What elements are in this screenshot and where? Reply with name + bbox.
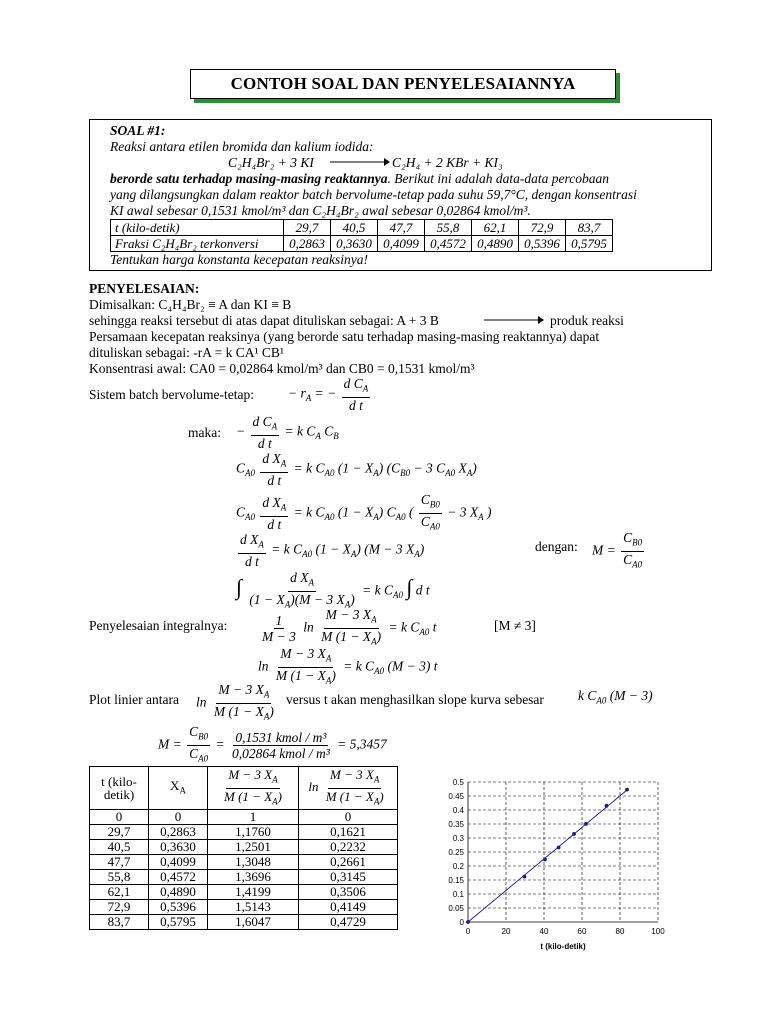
table-cell: 1,1760 bbox=[208, 825, 299, 840]
table-cell: 0,4099 bbox=[149, 855, 208, 870]
x-axis-label: t (kilo-detik) bbox=[540, 942, 586, 951]
m-calculation: M = $\frac{C_{B0}}{C_{A0}}$ = $\frac{\text{0,1531 kmol / m³}}{\text{0,02864 kmol / m³}}$ = 5,3457 bbox=[158, 724, 387, 764]
y-tick-label: 0.45 bbox=[448, 792, 464, 801]
table-cell: 0,5396 bbox=[149, 900, 208, 915]
table-header-row bbox=[90, 767, 398, 810]
table-cell: 0,5396 bbox=[519, 236, 566, 252]
table-row bbox=[111, 236, 613, 252]
results-table bbox=[89, 766, 398, 930]
reaction-left: C₂H₄Br₂ + 3 KI bbox=[228, 155, 314, 170]
table-cell: 1,6047 bbox=[208, 915, 299, 930]
data-point bbox=[523, 875, 527, 879]
table-cell: 0,4149 bbox=[299, 900, 398, 915]
solution-line-2-right: produk reaksi bbox=[550, 313, 624, 328]
problem-line-3: berorde satu terhadap masing-masing reaktannya. Berikut ini adalah data-data percobaan bbox=[110, 171, 610, 186]
table-cell: 83,7 bbox=[566, 220, 613, 236]
table-cell: Fraksi C₂H₄Br₂ terkonversi bbox=[111, 236, 284, 252]
table-cell: 0,2661 bbox=[299, 855, 398, 870]
problem-data-table bbox=[110, 219, 613, 252]
table-cell: 0,2863 bbox=[149, 825, 208, 840]
table-cell: 0,4890 bbox=[472, 236, 519, 252]
table-cell: t (kilo-detik) bbox=[111, 220, 284, 236]
table-cell: 62,1 bbox=[90, 885, 149, 900]
y-tick-label: 0 bbox=[459, 918, 464, 927]
table-cell: 0 bbox=[90, 810, 149, 825]
table-cell: 0,3506 bbox=[299, 885, 398, 900]
table-cell: 0,4099 bbox=[378, 236, 425, 252]
table-cell: 0,3145 bbox=[299, 870, 398, 885]
table-cell: 0,5795 bbox=[566, 236, 613, 252]
table-cell: 1 bbox=[208, 810, 299, 825]
plot-text-left: Plot linier antara bbox=[89, 692, 179, 707]
x-tick-label: 60 bbox=[577, 927, 587, 936]
x-tick-label: 20 bbox=[501, 927, 511, 936]
problem-heading: SOAL #1: bbox=[110, 123, 166, 138]
problem-question: Tentukan harga konstanta kecepatan reaksinya! bbox=[110, 252, 368, 267]
table-cell: 0,4890 bbox=[149, 885, 208, 900]
table-row bbox=[90, 870, 398, 885]
table-cell: 1,2501 bbox=[208, 840, 299, 855]
y-tick-label: 0.25 bbox=[448, 848, 464, 857]
table-cell: 72,9 bbox=[519, 220, 566, 236]
integral-solution: $\frac{1}{M - 3}$ ln $\frac{M - 3 X_A}{M (1 - X_A)}$ = k $C_{A0}$ t bbox=[262, 607, 437, 647]
table-cell: 0 bbox=[149, 810, 208, 825]
table-cell: 1,3048 bbox=[208, 855, 299, 870]
problem-line-1: Reaksi antara etilen bromida dan kalium iodida: bbox=[110, 139, 374, 154]
table-cell: 0,4729 bbox=[299, 915, 398, 930]
table-cell: 1,4199 bbox=[208, 885, 299, 900]
x-tick-label: 0 bbox=[465, 927, 471, 936]
rate-equation: − $r_A$ = − $\frac{d C_A}{\text{d t}}$ bbox=[288, 376, 369, 413]
header-ratio: $\frac{M - 3 X_A}{M (1 - X_A)}$ bbox=[208, 767, 299, 810]
table-row bbox=[90, 900, 398, 915]
solution-line-2: sehingga reaksi tersebut di atas dapat dituliskan sebagai: A + 3 B bbox=[89, 313, 439, 328]
trend-line bbox=[468, 790, 627, 922]
data-point bbox=[584, 822, 588, 826]
x-tick-label: 100 bbox=[651, 927, 665, 936]
table-cell: 1,5143 bbox=[208, 900, 299, 915]
data-point bbox=[625, 788, 629, 792]
table-cell: 0,3630 bbox=[331, 236, 378, 252]
solution-line-3: Persamaan kecepatan reaksinya (yang berorde satu terhadap masing-masing reaktannya) dapat bbox=[89, 329, 600, 344]
table-cell: 0,4572 bbox=[149, 870, 208, 885]
data-point bbox=[605, 804, 609, 808]
reaction-arrow-icon bbox=[484, 314, 544, 326]
plot-expression: ln $\frac{M - 3 X_A}{M (1 - X_A)}$ bbox=[196, 682, 274, 722]
scatter-chart bbox=[436, 772, 676, 962]
table-cell: 0,3630 bbox=[149, 840, 208, 855]
y-tick-label: 0.05 bbox=[448, 904, 464, 913]
table-row bbox=[90, 810, 398, 825]
table-row bbox=[111, 220, 613, 236]
equation-3: $C_{A0}$ $\frac{d X_A}{\text{d t}}$ = k $C_{A0}$ $(1 - X_A)$ $C_{A0}$ ( $\frac{C_{B0}}{C_{A0}}$ − 3 $X_A$ ) bbox=[236, 492, 492, 532]
problem-line-4: yang dilangsungkan dalam reaktor batch bervolume-tetap pada suhu 59,7°C, dengan konsentrasi bbox=[110, 187, 637, 202]
table-cell: 0,5795 bbox=[149, 915, 208, 930]
table-row bbox=[90, 840, 398, 855]
reaction-right: C₂H₄ + 2 KBr + KI₃ bbox=[392, 155, 503, 170]
solution-line-1: Dimisalkan: C₄H₄Br₂ ≡ A dan KI ≡ B bbox=[89, 297, 292, 312]
table-cell: 40,5 bbox=[331, 220, 378, 236]
equation-4: $\frac{d X_A}{\text{d t}}$ = k $C_{A0}$ $(1 - X_A)$ (M − 3 $X_A$) bbox=[240, 532, 425, 569]
table-row bbox=[90, 915, 398, 930]
x-tick-label: 40 bbox=[539, 927, 549, 936]
page-title: CONTOH SOAL DAN PENYELESAIANNYA bbox=[190, 69, 616, 99]
equation-2: $C_{A0}$ $\frac{d X_A}{\text{d t}}$ = k $C_{A0}$ $(1 - X_A)$ ($C_{B0} - 3$ $C_{A0}$ $X_A$) bbox=[236, 451, 477, 488]
table-row bbox=[90, 825, 398, 840]
header-xa: $X_A$ bbox=[149, 767, 208, 810]
reaction-arrow-icon bbox=[330, 156, 390, 168]
equation-1: − $\frac{d C_A}{\text{d t}}$ = k $C_A$ $C_B$ bbox=[236, 414, 339, 451]
table-cell: 0 bbox=[299, 810, 398, 825]
problem-line-5: KI awal sebesar 0,1531 kmol/m³ dan C₂H₄Br₂ awal sebesar 0,02864 kmol/m³. bbox=[110, 203, 531, 218]
solution-heading: PENYELESAIAN: bbox=[89, 281, 200, 296]
y-tick-label: 0.4 bbox=[452, 806, 464, 815]
data-point bbox=[572, 832, 576, 836]
table-cell: 1,3696 bbox=[208, 870, 299, 885]
dengan-label: dengan: bbox=[535, 539, 578, 554]
integral-equation: ∫ $\frac{d X_A}{(1 - X_A)(M - 3 X_A)}$ = k $C_{A0}$ ∫ d t bbox=[236, 570, 430, 610]
plot-text-right: versus t akan menghasilkan slope kurva sebesar bbox=[286, 692, 544, 707]
y-tick-label: 0.15 bbox=[448, 876, 464, 885]
data-point bbox=[466, 920, 470, 924]
data-point bbox=[543, 858, 547, 862]
y-tick-label: 0.35 bbox=[448, 820, 464, 829]
integral-label: Penyelesaian integralnya: bbox=[89, 618, 228, 633]
table-row bbox=[90, 885, 398, 900]
data-point bbox=[557, 846, 561, 850]
m-note: [M ≠ 3] bbox=[494, 618, 536, 633]
y-tick-label: 0.5 bbox=[452, 778, 464, 787]
m-definition: M = $\frac{C_{B0}}{C_{A0}}$ bbox=[592, 530, 643, 570]
maka-label: maka: bbox=[188, 425, 221, 440]
table-cell: 29,7 bbox=[284, 220, 331, 236]
y-tick-label: 0.2 bbox=[452, 862, 464, 871]
table-body bbox=[90, 810, 398, 930]
table-cell: 29,7 bbox=[90, 825, 149, 840]
table-cell: 83,7 bbox=[90, 915, 149, 930]
table-cell: 62,1 bbox=[472, 220, 519, 236]
solution-line-6: Sistem batch bervolume-tetap: bbox=[89, 387, 254, 402]
linear-form: ln $\frac{M - 3 X_A}{M (1 - X_A)}$ = k $C_{A0}$ (M − 3) t bbox=[258, 646, 438, 686]
x-tick-label: 80 bbox=[615, 927, 625, 936]
header-ln-ratio: ln $\frac{M - 3 X_A}{M (1 - X_A)}$ bbox=[299, 767, 398, 810]
table-cell: 55,8 bbox=[90, 870, 149, 885]
solution-line-5: Konsentrasi awal: CA0 = 0,02864 kmol/m³ dan CB0 = 0,1531 kmol/m³ bbox=[89, 361, 475, 376]
table-row bbox=[90, 855, 398, 870]
slope-expression: k $C_{A0}$ (M − 3) bbox=[578, 688, 653, 706]
y-tick-label: 0.3 bbox=[452, 834, 464, 843]
table-cell: 0,4572 bbox=[425, 236, 472, 252]
table-cell: 0,1621 bbox=[299, 825, 398, 840]
table-cell: 40,5 bbox=[90, 840, 149, 855]
table-cell: 47,7 bbox=[90, 855, 149, 870]
table-cell: 55,8 bbox=[425, 220, 472, 236]
solution-line-4: dituliskan sebagai: -rA = k CA¹ CB¹ bbox=[89, 345, 284, 360]
table-cell: 47,7 bbox=[378, 220, 425, 236]
header-t: t (kilo- detik) bbox=[90, 767, 149, 810]
table-cell: 72,9 bbox=[90, 900, 149, 915]
y-tick-label: 0.1 bbox=[452, 890, 464, 899]
table-cell: 0,2863 bbox=[284, 236, 331, 252]
table-cell: 0,2232 bbox=[299, 840, 398, 855]
